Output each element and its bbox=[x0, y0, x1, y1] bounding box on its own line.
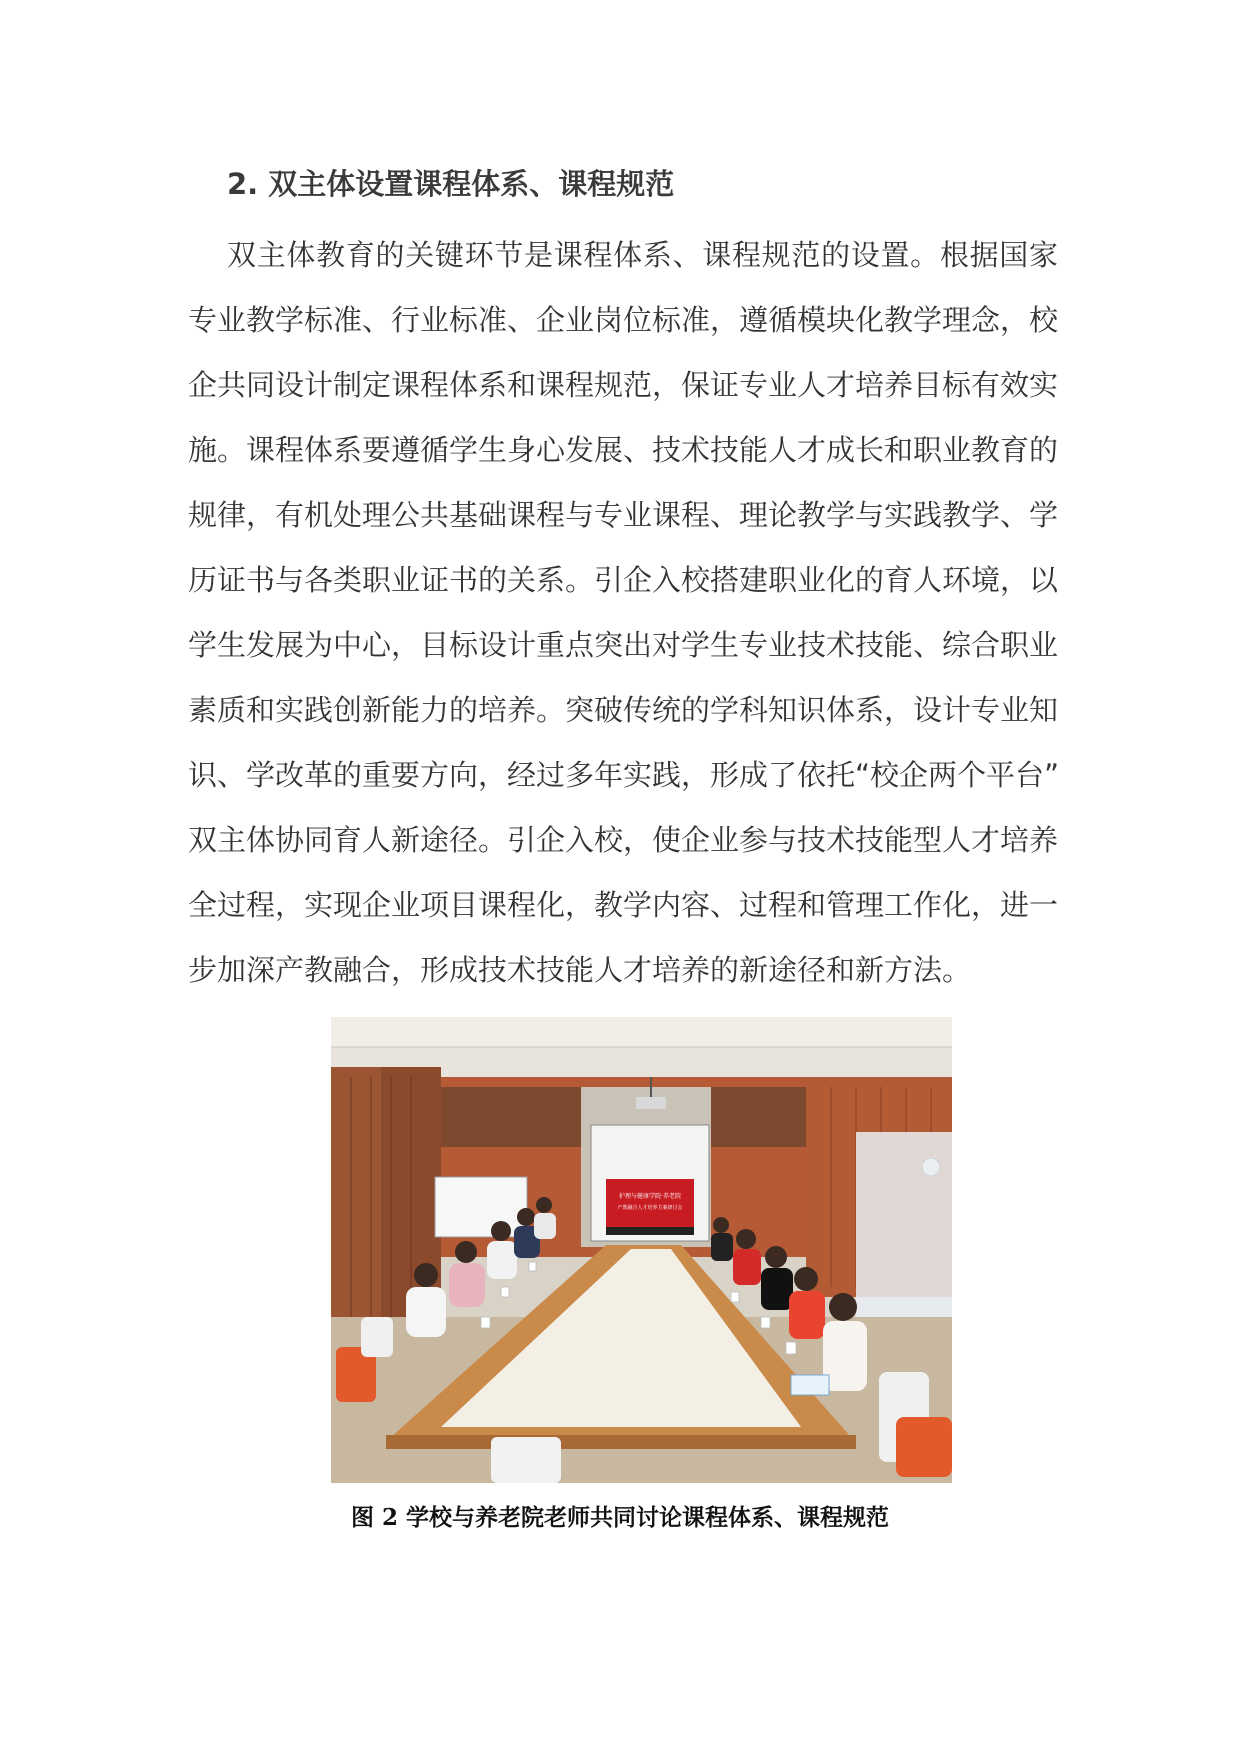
paragraph-line: 步加深产教融合，形成技术技能人才培养的新途径和新方法。 bbox=[188, 953, 972, 987]
paragraph-line: 全过程，实现企业项目课程化，教学内容、过程和管理工作化，进一 bbox=[188, 888, 1059, 922]
paragraph-line: 识、学改革的重要方向，经过多年实践，形成了依托“校企两个平台” bbox=[188, 758, 1060, 792]
meeting-room-photo bbox=[331, 1017, 952, 1483]
paragraph-line: 双主体教育的关键环节是课程体系、课程规范的设置。根据国家 bbox=[227, 238, 1058, 272]
figure-caption: 图 2 学校与养老院老师共同讨论课程体系、课程规范 bbox=[350, 1504, 890, 1531]
paragraph-line: 施。课程体系要遵循学生身心发展、技术技能人才成长和职业教育的 bbox=[188, 433, 1059, 467]
paragraph-line: 规律，有机处理公共基础课程与专业课程、理论教学与实践教学、学 bbox=[188, 498, 1059, 532]
paragraph-line: 专业教学标准、行业标准、企业岗位标准，遵循模块化教学理念，校 bbox=[188, 303, 1059, 337]
paragraph-line: 历证书与各类职业证书的关系。引企入校搭建职业化的育人环境，以 bbox=[188, 563, 1059, 597]
paragraph-line: 学生发展为中心，目标设计重点突出对学生专业技术技能、综合职业 bbox=[188, 628, 1059, 662]
paragraph-line: 企共同设计制定课程体系和课程规范，保证专业人才培养目标有效实 bbox=[188, 368, 1059, 402]
section-heading: 2. 双主体设置课程体系、课程规范 bbox=[227, 167, 675, 201]
screen-subtitle: 产教融合人才培养方案研讨会 bbox=[617, 1205, 683, 1211]
paragraph-line: 素质和实践创新能力的培养。突破传统的学科知识体系，设计专业知 bbox=[188, 693, 1059, 727]
screen-title: 护理与健康学院·养老院 bbox=[619, 1193, 681, 1200]
paragraph-line: 双主体协同育人新途径。引企入校，使企业参与技术技能型人才培养 bbox=[188, 823, 1059, 857]
